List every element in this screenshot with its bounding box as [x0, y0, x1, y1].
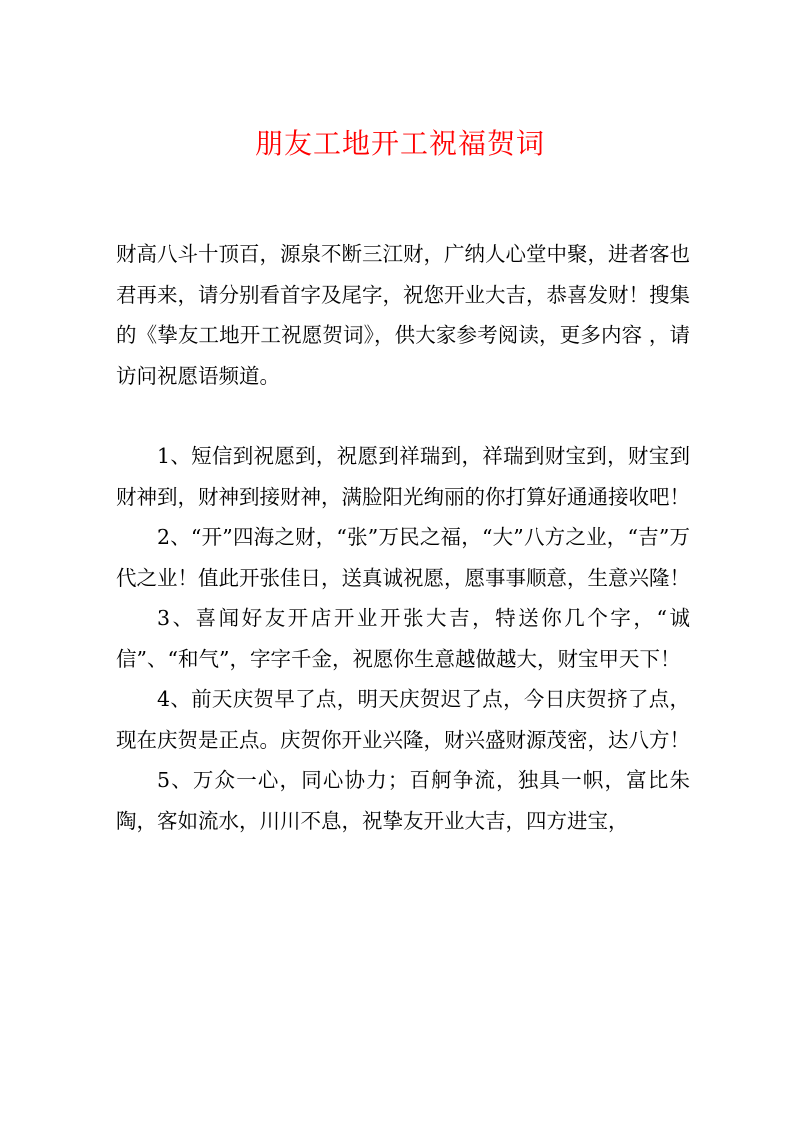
document-title: 朋友工地开工祝福贺词 [254, 127, 545, 160]
greeting-item-3: 3、喜闻好友开店开业开张大吉，特送你几个字，“诚信”、“和气”，字字千金，祝愿你生意越做越大，财宝甲天下！ [116, 606, 690, 671]
intro-paragraph: 财高八斗十顶百，源泉不断三江财，广纳人心堂中聚，进者客也君再来，请分别看首字及尾字，祝您开业大吉，恭喜发财！搜集的《挚友工地开工祝愿贺词》，供大家参考阅读，更多内容 ，请访问祝愿语频道。 [116, 242, 690, 388]
greeting-item-2: 2、“开”四海之财，“张”万民之福，“大”八方之业，“吉”万代之业！值此开张佳日，送真诚祝愿，愿事事顺意，生意兴隆！ [116, 525, 690, 590]
document-body [116, 234, 690, 841]
greeting-item-5: 5、万众一心，同心协力；百舸争流，独具一帜，富比朱陶，客如流水，川川不息，祝挚友开业大吉，四方进宝， [116, 768, 690, 833]
greeting-item-1: 1、短信到祝愿到，祝愿到祥瑞到，祥瑞到财宝到，财宝到财神到，财神到接财神，满脸阳光绚丽的你打算好通通接收吧！ [116, 444, 690, 509]
greeting-item-4: 4、前天庆贺早了点，明天庆贺迟了点，今日庆贺挤了点，现在庆贺是正点。庆贺你开业兴隆，财兴盛财源茂密，达八方！ [116, 687, 690, 752]
